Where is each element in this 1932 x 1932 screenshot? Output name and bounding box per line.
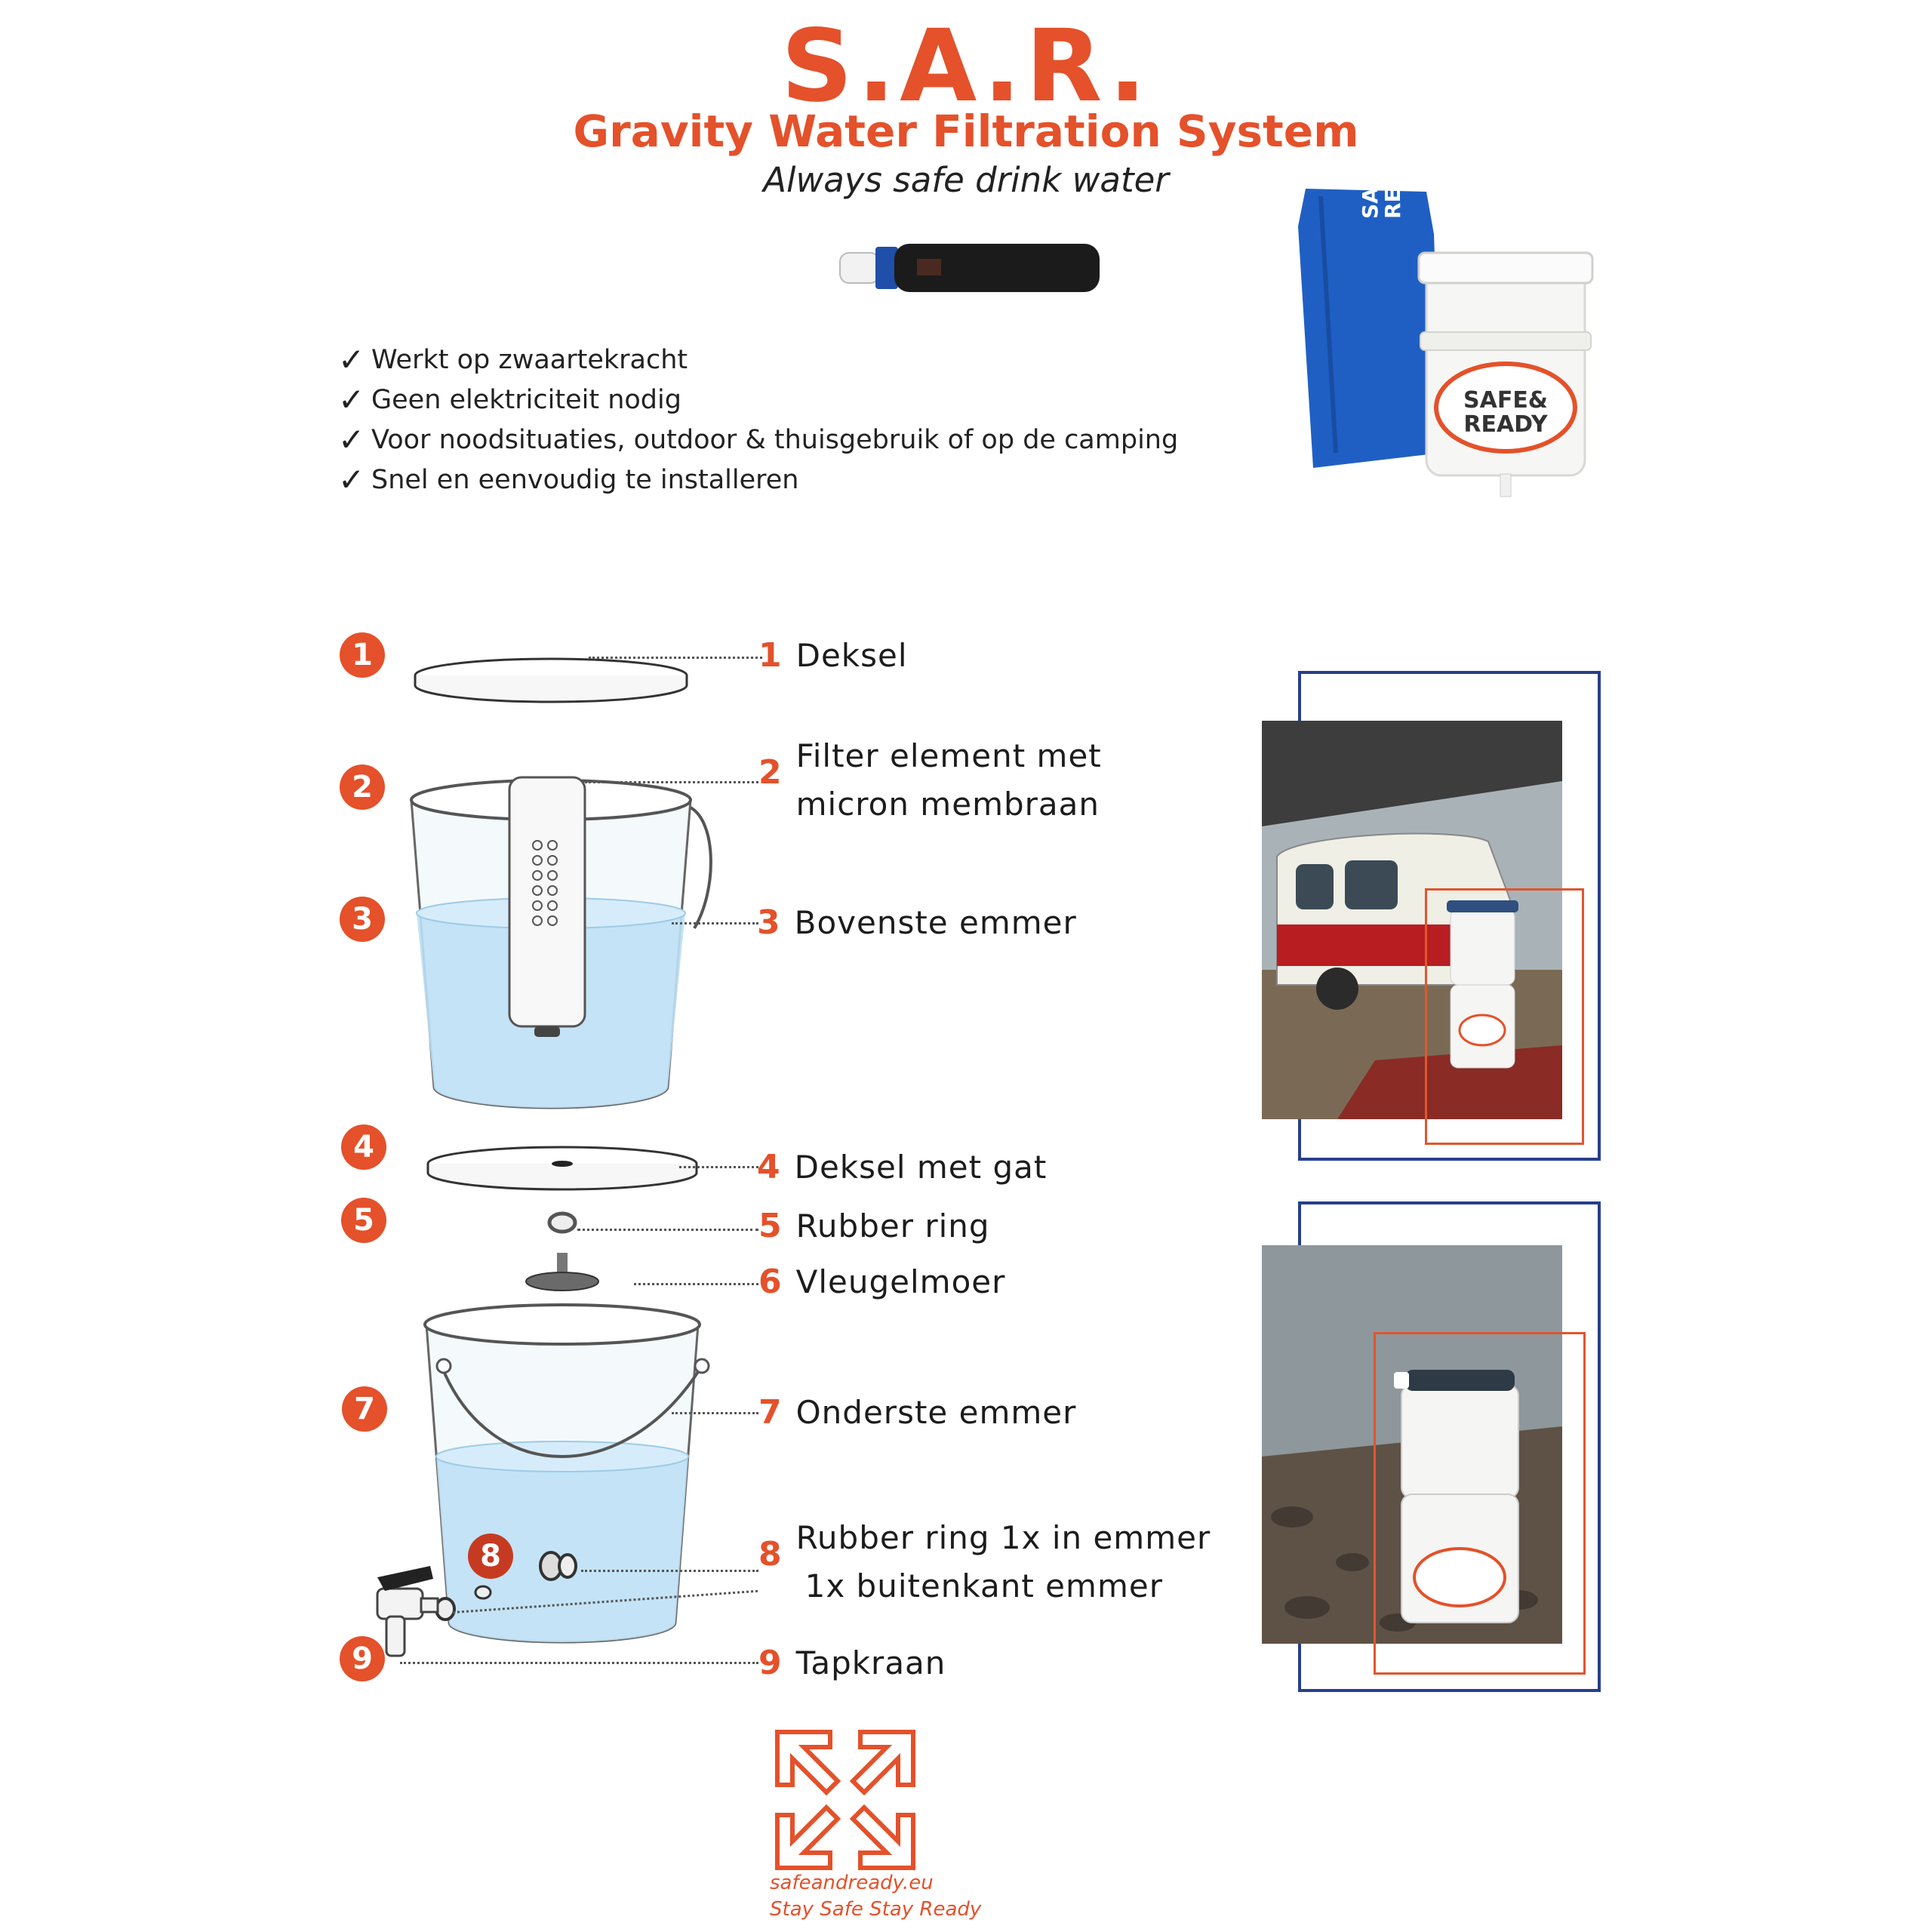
feature-item: ✓ Snel en eenvoudig te installeren [338,460,799,498]
part-label-7: 7 Onderste emmer [758,1393,1077,1432]
step-badge-8: 8 [468,1534,513,1579]
step-badge-9: 9 [340,1636,385,1681]
checkmark-icon: ✓ [338,340,365,378]
footer-slogan: Stay Safe Stay Ready [770,1898,982,1921]
feature-item: ✓ Voor noodsituaties, outdoor & thuisgebruik of op de camping [338,420,1179,458]
checkmark-icon: ✓ [338,460,365,498]
feature-list [338,340,1178,500]
feature-item: ✓ Werkt op zwaartekracht [338,340,688,378]
part-label-3: 3 Bovenste emmer [757,903,1077,942]
leader-line [585,781,758,783]
rubber-ring-part [549,1214,575,1232]
product-kit-image [1291,140,1607,513]
part-label-8: Rubber ring 1x in emmer 8 1x buitenkant emmer [758,1519,1211,1604]
tap-part [377,1566,438,1656]
leader-line [672,1412,758,1414]
step-badge-3: 3 [340,897,385,942]
bag-logo-text-2: READY [1380,140,1405,219]
leader-line [577,1229,758,1231]
step-badge-1: 1 [340,632,385,678]
leader-line [634,1283,758,1285]
checkmark-icon: ✓ [338,380,365,418]
step-badge-5: 5 [341,1198,386,1243]
photo-frame-river-inner [1374,1332,1586,1675]
leader-line [589,657,762,659]
wing-nut-part [526,1253,598,1291]
part-label-9: 9 Tapkraan [758,1644,946,1682]
leader-line [672,922,758,924]
step-badge-7: 7 [342,1386,387,1432]
leader-line [581,1570,758,1572]
brand-title: S.A.R. [780,8,1152,125]
leader-line [679,1166,758,1168]
part-label-5: 5 Rubber ring [758,1207,990,1245]
checkmark-icon: ✓ [338,420,365,458]
tagline: Always safe drink water [763,160,1169,200]
filter-cartridge-image [834,238,1106,298]
part-label-2: Filter element met 2 micron membraan [758,737,1102,823]
bucket-logo-text: SAFE& [1463,387,1548,414]
step-badge-4: 4 [341,1124,386,1170]
bucket-logo-text-2: READY [1463,411,1548,438]
upper-bucket [411,777,711,1108]
part-label-1: 1 Deksel [758,636,908,675]
leader-line [400,1662,758,1664]
part-label-4: 4 Deksel met gat [757,1148,1048,1186]
feature-item: ✓ Geen elektriciteit nodig [338,380,681,418]
footer-website[interactable]: safeandready.eu [770,1872,934,1894]
lower-bucket [425,1305,709,1642]
photo-frame-caravan-inner [1425,888,1584,1145]
step-badge-2: 2 [340,764,385,810]
bag-logo-text: SAFE& [1358,140,1383,219]
part-label-6: 6 Vleugelmoer [758,1263,1006,1301]
safe-and-ready-logo [770,1724,921,1875]
page-subtitle: Gravity Water Filtration System [573,106,1359,157]
